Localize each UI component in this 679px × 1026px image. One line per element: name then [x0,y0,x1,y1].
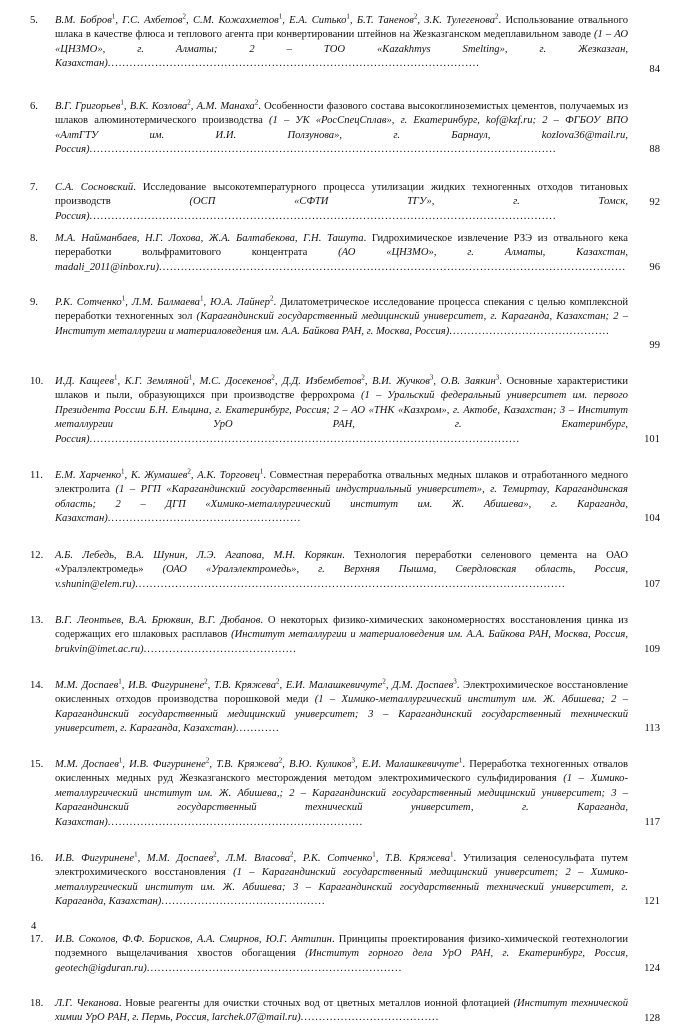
title-text: . Принципы проектирования физико-химической геотехнологии подземного выщелачивания хвостов обогащения [55,934,628,960]
italic-text: М.С. Досекенов [199,376,272,387]
italic-text: , [124,470,131,481]
entry-number: 9. [30,297,38,308]
italic-text: Ю.А. Лайнер [210,297,270,308]
italic-text: К. Жумашев [130,470,188,481]
affiliation-marker: 2 [290,850,294,859]
toc-entry [30,232,660,275]
italic-text: (1 – РГП «Карагандинский государственный индустриальный университет», г. Темиртау, Карагандинская область; 2 – ДГП «Химико-металлургический институт им. Ж. Абишева», г. Караганда, Казахстан) [55,484,628,525]
affiliation-marker: 3 [453,677,457,686]
page-reference: 92 [649,196,660,208]
italic-text: , [364,376,373,387]
title-text: . О некоторых физико-химических закономерностях восстановления цинка из содержащих его шлаковых расплавов [55,615,628,641]
affiliation-marker: 2 [269,294,274,303]
italic-text: , [293,853,303,864]
italic-text: И.В. Фигуринене [129,759,206,770]
title-text: . Новые реагенты для очистки сточных вод от цветных металлов ионной флотацией [118,998,514,1009]
affiliation-marker: 1 [450,850,454,859]
italic-text: (1 – УК «РосСпецСплав», г. Екатеринбург, kof@kzf.ru; 2 – ФГБОУ ВПО «АлтГТУ им. И.И. Ползунова», г. Барнаул, kozlova36@mail.ru, Россия) [55,115,628,156]
italic-text: Т.В. Кряжева [213,680,276,691]
italic-text: Л.М. Власова [225,853,291,864]
page-reference: 88 [649,143,660,155]
entry-text [55,758,628,830]
entry-text [55,181,628,224]
italic-text: О.В. Заякин [440,376,496,387]
affiliation-marker: 1 [113,373,118,382]
italic-text: Д.М. Доспаев [392,680,454,691]
affiliation-marker: 1 [134,850,138,859]
entry-number: 10. [30,376,44,387]
entry-text [55,549,628,592]
italic-text: , [115,15,123,26]
italic-text: В.И. Жучков [372,376,430,387]
title-text: . Основные характеристики шлаков и пыли, образующихся при производстве феррохрома [55,376,628,402]
italic-text: И.В. Фигуринене [55,853,135,864]
affiliation-marker: 1 [278,12,283,21]
italic-text: (АО «ЦНЗМО», г. Алматы, Казахстан, madali_2011@inbox.ru) [55,247,629,273]
title-text: . Технология переработки селенового цемента на ОАО «Уралэлектромедь» [55,550,628,576]
entry-number: 7. [30,182,38,193]
italic-text: , [417,15,425,26]
italic-text: (Институт горного дела УрО РАН, г. Екатеринбург, Россия, geotech@igduran.ru) [55,948,629,974]
title-text: . Электрохимическое восстановление окисленных отходов производства порошковой меди [55,680,628,706]
entry-text [55,375,628,447]
title-text: . Использование отвального шлака в качестве флюса и теплового агента при конвертировании штейнов на Жезказганском медеплавильном заводе [55,15,629,41]
italic-text: В.Ю. Куликов [289,759,352,770]
italic-text: , [385,680,393,691]
italic-text: Р.К. Сотченко [302,853,373,864]
title-text: . Исследование высокотемпературного процесса утилизации жидких техногенных отходов титановых производств [55,182,628,208]
italic-text: (ОАО «Уралэлектромедь», г. Верхняя Пышма, Свердловская область, Россия, v.shunin@elem.ru) [55,564,628,590]
title-text: . Особенности фазового состава высокоглиноземистых цементов, получаемых из шлаков алюминотермического производства [55,101,629,127]
page-reference: 121 [644,895,660,907]
italic-text: , [186,15,193,26]
italic-text: , [125,297,132,308]
affiliation-marker: 1 [199,294,204,303]
title-text: . Дилатометрическое исследование процесса спекания с целью комплексной переработки техногенных зол [55,297,629,323]
italic-text: З.К. Тулегенова [424,15,496,26]
affiliation-marker: 1 [346,12,350,21]
title-text: . Гидрохимическое извлечение РЗЭ из отвального кека переработки вольфрамитового концентрата [55,233,628,259]
italic-text: (Карагандинский государственный медицинский университет, г. Караганда, Казахстан; 2 – Институт металлургии и материаловедения им. А.А. Байкова РАН, г. Москва, Россия) [55,311,628,337]
affiliation-marker: 2 [213,850,217,859]
italic-text: (1 – Химико-металлургический институт им. Ж. Абишева,; 2 – Карагандинский государственный медицинский университет; 3 – Карагандинский государственный технический университет, г. Караганда, Казахстан) [55,773,628,828]
italic-text: М.М. Доспаев [55,680,119,691]
italic-text: , [279,680,286,691]
italic-text: (Институт технической химии УрО РАН, г. Пермь, Россия, larchek.07@mail.ru) [55,998,628,1024]
italic-text: , [190,470,198,481]
dot-leader: ................................................................................................................................ [89,144,557,156]
entry-text [55,933,628,976]
affiliation-marker: 2 [205,756,210,765]
entry-text [55,296,628,339]
affiliation-marker: 2 [254,98,259,107]
italic-text: , [137,853,147,864]
italic-text: В.М. Бобров [55,15,112,26]
affiliation-marker: 1 [118,756,123,765]
dot-leader: .......................................... [143,643,297,655]
italic-text: В.Г. Леонтьев, В.А. Брюквин, В.Г. Дюбанов [55,615,261,626]
italic-text: , [354,759,362,770]
italic-text: (1 – Карагандинский государственный медицинский университет; 2 – Химико-металлургический институт им. Ж. Абишева; 3 – Карагандинский государственный технический университет, г. Караганда, Казахстан) [55,867,628,908]
entry-number: 5. [30,15,38,26]
toc-entry [30,469,660,526]
italic-text: , [209,759,217,770]
italic-text: М.М. Доспаев [55,759,119,770]
dot-leader: ...................................................................................................................... [135,578,566,590]
affiliation-marker: 1 [458,756,463,765]
entry-number: 14. [30,680,44,691]
italic-text: , [190,101,197,112]
affiliation-marker: 1 [120,98,124,107]
entry-text [55,232,628,275]
page-reference: 113 [644,722,660,734]
dot-leader: ............................................. [161,896,326,908]
italic-text: , [216,853,226,864]
italic-text: С.М. Кожахметов [192,15,279,26]
entry-number: 8. [30,233,38,244]
italic-text: Т.В. Кряжева [216,759,279,770]
toc-entry [30,100,660,157]
italic-text: , [117,376,125,387]
dot-leader: ...................................................................... [146,962,403,974]
dot-leader: ............................................ [449,325,610,337]
entry-number: 6. [30,101,38,112]
italic-text: , [274,376,283,387]
affiliation-marker: 2 [495,12,499,21]
italic-text: И.В. Соколов, Ф.Ф. Борисков, А.А. Смирнов, Ю.Г. Антипин [55,934,332,945]
affiliation-marker: 2 [276,677,280,686]
toc-entry [30,549,660,592]
affiliation-marker: 2 [413,12,418,21]
italic-text: , [203,297,211,308]
toc-entry [30,14,660,77]
affiliation-marker: 2 [187,467,191,476]
entry-text [55,614,628,657]
page-reference: 99 [649,339,660,351]
italic-text: М.А. Найманбаев, Н.Г. Лохова, Ж.А. Балтабекова, Г.Н. Ташута [55,233,364,244]
affiliation-marker: 2 [182,12,187,21]
italic-text: Г.С. Ахбетов [122,15,183,26]
page-number: 4 [31,921,37,932]
italic-text: Л.Г. Чеканова [55,998,119,1009]
italic-text: (1 – Уральский федеральный университет им. первого Президента России Б.Н. Ельцина, г. Екатеринбург, Россия; 2 – АО «ТНК «Казхром», г. Актобе, Казахстан; 3 – Институт металлургии УрО РАН, г. Екатеринбург, Россия) [55,390,628,445]
entry-number: 18. [30,998,44,1009]
entry-text [55,852,628,910]
toc-entry [30,758,660,830]
page-reference: 109 [644,643,660,655]
italic-text: Е.А. Ситько [289,15,347,26]
affiliation-marker: 1 [111,12,116,21]
entry-text [55,469,628,527]
italic-text: Е.И. Малашкевичуте [361,759,459,770]
dot-leader: ...................................................................... [107,816,364,828]
toc-entry [30,614,660,657]
italic-text: Е.М. Харченко [55,470,122,481]
entry-text [55,100,628,158]
title-text: . Совместная переработка отвальных медных шлаков и отработанного медного электролита [55,470,629,496]
dot-leader: ................................................................................................................................ [89,210,557,222]
affiliation-marker: 3 [429,373,434,382]
affiliation-marker: 1 [118,677,122,686]
italic-text: А.М. Манаха [196,101,255,112]
entry-number: 15. [30,759,44,770]
italic-text: В.Г. Григорьев [55,101,121,112]
italic-text: , [282,15,290,26]
italic-text: А.Б. Лебедь, В.А. Шунин, Л.Э. Агапова, М.Н. Корякин [55,550,343,561]
italic-text: (Институт металлургии и материаловедения им. А.А. Байкова РАН, Москва, Россия, brukvin@imet.ac.ru) [55,629,628,655]
dot-leader: ..................................................... [107,513,302,525]
italic-text: Р.К. Сотченко [55,297,122,308]
toc-entry [30,852,660,909]
italic-text: Л.М. Балмаева [131,297,200,308]
affiliation-marker: 3 [495,373,500,382]
italic-text: , [207,680,214,691]
italic-text: Д.Д. Избембетов [282,376,362,387]
italic-text: И.Д. Кащеев [55,376,114,387]
toc-entry [30,296,660,353]
page-reference: 104 [644,512,660,524]
italic-text: (ОСП «СФТИ ТГУ», г. Томск, Россия) [55,196,628,222]
affiliation-marker: 2 [204,677,208,686]
dot-leader: ...................................................................................................... [107,58,480,70]
entry-number: 17. [30,934,44,945]
italic-text: А.К. Торговец [197,470,260,481]
italic-text: , [123,101,130,112]
toc-entry [30,679,660,736]
italic-text: (1 – АО «ЦНЗМО», г. Алматы; 2 – ТОО «Kazakhmys Smelting», г. Жезказган, Казахстан) [55,29,628,70]
dot-leader: ...................................................................................................................... [89,433,521,445]
italic-text: , [349,15,357,26]
italic-text: , [122,759,130,770]
italic-text: , [433,376,441,387]
dot-leader: ................................................................................................................................ [159,261,627,273]
title-text: . Переработка техногенных отвалов окисленных медных руд Жезказганского месторождения методом электрохимического сульфидирования [55,759,629,785]
affiliation-marker: 2 [382,677,386,686]
italic-text: , [282,759,290,770]
italic-text: К.Г. Земляной [124,376,189,387]
italic-text: М.М. Доспаев [146,853,214,864]
entry-number: 11. [30,470,43,481]
entry-text [55,679,628,737]
dot-leader: ............ [235,723,280,735]
italic-text: В.К. Козлова [129,101,188,112]
affiliation-marker: 1 [372,850,376,859]
italic-text: С.А. Сосновский [55,182,134,193]
toc-entry [30,997,660,1026]
table-of-contents [30,14,660,1026]
page-reference: 107 [644,578,660,590]
page-reference: 84 [649,63,660,75]
italic-text: , [121,680,129,691]
italic-text: , [192,376,200,387]
entry-number: 13. [30,615,44,626]
title-text: . Утилизация селеносульфата путем электрохимического восстановления [55,853,629,879]
toc-entry [30,375,660,447]
entry-text [55,997,628,1026]
affiliation-marker: 2 [187,98,191,107]
affiliation-marker: 2 [361,373,365,382]
affiliation-marker: 1 [188,373,193,382]
italic-text: Е.И. Малашкевичуте [285,680,383,691]
affiliation-marker: 2 [278,756,283,765]
page-reference: 101 [644,433,660,445]
page-reference: 124 [644,962,660,974]
page-reference: 117 [644,816,660,828]
affiliation-marker: 2 [271,373,275,382]
toc-entry [30,933,660,976]
italic-text: Т.В. Кряжева [385,853,451,864]
italic-text: И.В. Фигуринене [128,680,205,691]
italic-text: , [375,853,385,864]
affiliation-marker: 1 [121,294,126,303]
affiliation-marker: 3 [351,756,355,765]
affiliation-marker: 1 [259,467,264,476]
entry-number: 12. [30,550,44,561]
italic-text: (1 – Химико-металлургический институт им. Ж. Абишева; 2 – Карагандинский государственный медицинский университет; 3 – Карагандинский государственный технический университет, г. Караганда, Казахстан) [55,694,629,735]
affiliation-marker: 1 [121,467,125,476]
entry-text [55,14,628,72]
italic-text: Б.Т. Таненов [356,15,414,26]
entry-number: 16. [30,853,44,864]
dot-leader: ...................................... [300,1012,440,1024]
page-reference: 96 [649,261,660,273]
toc-entry [30,181,660,222]
page-reference: 128 [644,1012,660,1024]
